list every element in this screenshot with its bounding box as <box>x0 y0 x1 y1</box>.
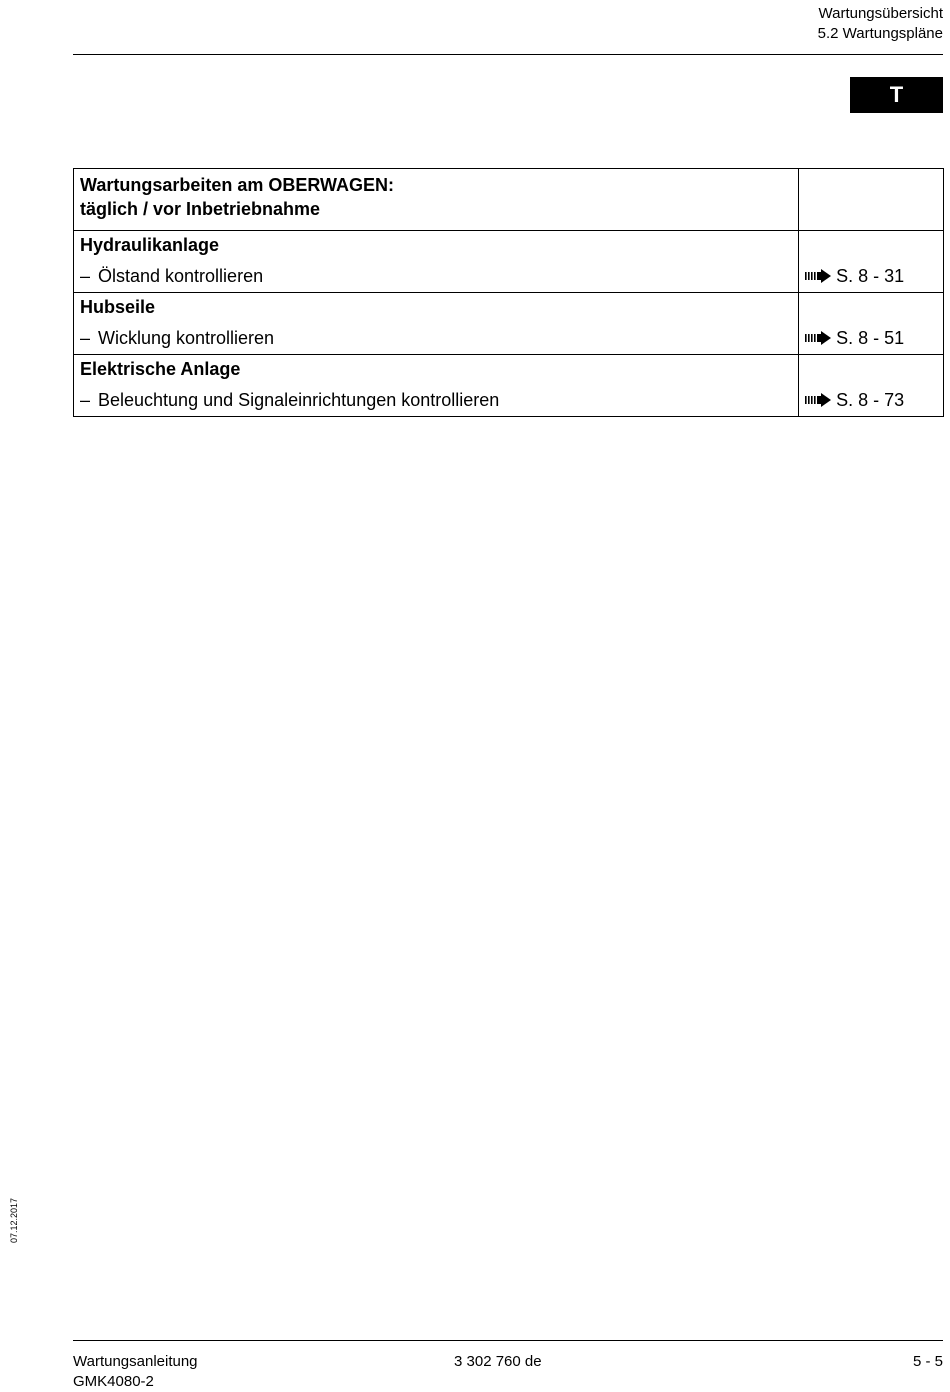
task-dash: – <box>80 328 91 348</box>
page-header <box>818 4 943 44</box>
table-header-ref-cell <box>799 169 944 231</box>
task-text: Beleuchtung und Signaleinrichtungen kontrollieren <box>98 390 500 410</box>
maintenance-table <box>73 168 944 417</box>
task-item <box>80 319 798 350</box>
page-reference[interactable] <box>799 293 943 350</box>
section-title: Hubseile <box>80 297 156 317</box>
task-text: Wicklung kontrollieren <box>98 328 275 348</box>
table-header-interval: täglich / vor Inbetriebnahme <box>80 199 321 219</box>
section-cell <box>74 355 799 417</box>
header-section: 5.2 Wartungspläne <box>817 25 943 42</box>
task-dash: – <box>80 390 91 410</box>
table-row <box>74 293 944 355</box>
page-reference[interactable] <box>799 231 943 288</box>
task-item <box>80 257 798 288</box>
footer-page-number: 5 - 5 <box>912 1353 943 1370</box>
table-row <box>74 231 944 293</box>
task-text: Ölstand kontrollieren <box>98 266 264 286</box>
section-title: Elektrische Anlage <box>80 359 241 379</box>
reference-cell <box>799 355 944 417</box>
footer-document <box>73 1352 198 1392</box>
reference-arrow-icon <box>805 393 831 407</box>
reference-cell <box>799 231 944 293</box>
reference-arrow-icon <box>805 269 831 283</box>
footer-divider <box>73 1340 943 1341</box>
task-item <box>80 381 798 412</box>
table-header-cell <box>74 169 799 231</box>
footer-doc-number: 3 302 760 de <box>454 1353 542 1370</box>
table-header-row <box>74 169 944 231</box>
footer-doc-title: Wartungsanleitung <box>73 1353 198 1370</box>
side-date: 07.12.2017 <box>9 1197 19 1243</box>
section-cell <box>74 231 799 293</box>
section-title: Hydraulikanlage <box>80 235 220 255</box>
footer-model: GMK4080-2 <box>73 1373 154 1390</box>
header-divider <box>73 54 943 55</box>
header-chapter: Wartungsübersicht <box>818 5 943 22</box>
task-dash: – <box>80 266 91 286</box>
reference-text: S. 8 - 31 <box>836 266 905 286</box>
table-row <box>74 355 944 417</box>
page-reference[interactable] <box>799 355 943 412</box>
reference-text: S. 8 - 51 <box>836 328 905 348</box>
section-cell <box>74 293 799 355</box>
reference-arrow-icon <box>805 331 831 345</box>
section-badge: T <box>850 77 943 113</box>
reference-text: S. 8 - 73 <box>836 390 905 410</box>
table-header-title: Wartungsarbeiten am OBERWAGEN: <box>80 175 395 195</box>
reference-cell <box>799 293 944 355</box>
